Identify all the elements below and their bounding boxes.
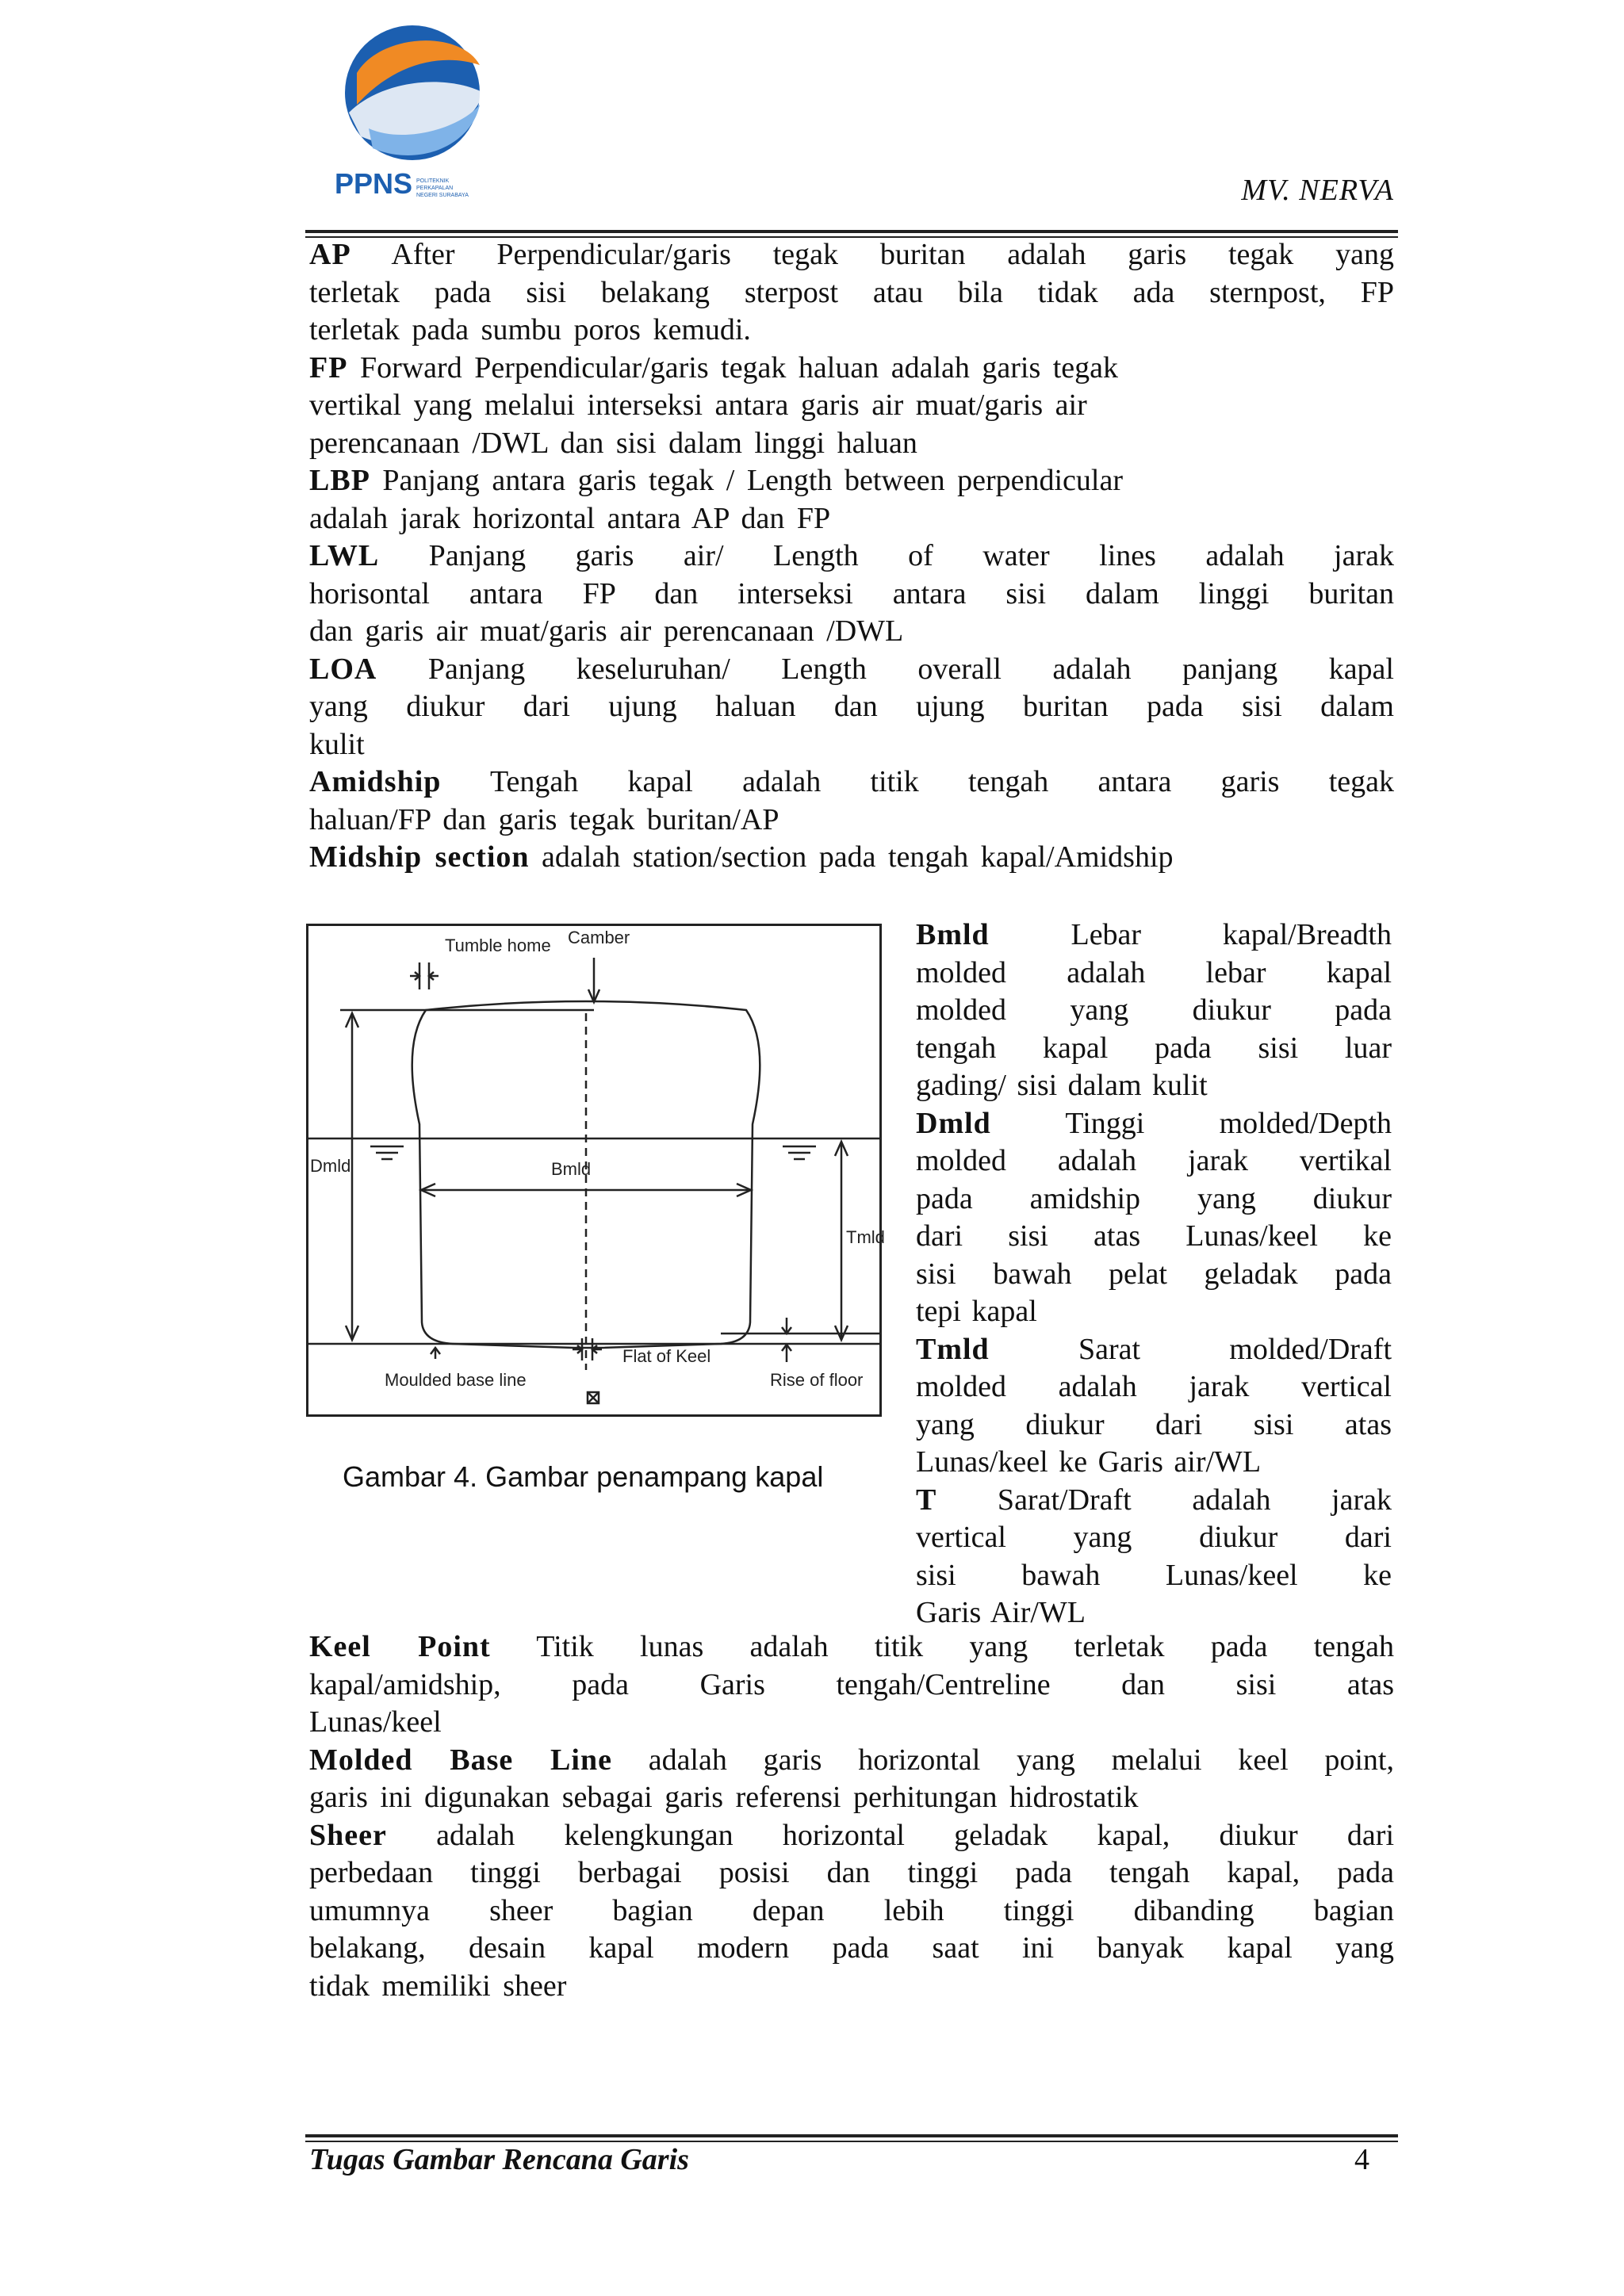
definition-text: molded adalah lebar kapal xyxy=(916,955,1392,989)
moulded-base-line-label: Moulded base line xyxy=(385,1370,527,1390)
definition-text: dari sisi atas Lunas/keel ke xyxy=(916,1219,1392,1253)
logo-text: PPNS xyxy=(335,167,413,200)
definition-sheer xyxy=(309,1817,1394,2006)
definition-text: yang diukur dari sisi atas xyxy=(916,1407,1392,1441)
definition-text: tepi kapal xyxy=(916,1295,1037,1328)
definition-text: Lebar kapal/Breadth xyxy=(989,918,1392,951)
term: Dmld xyxy=(916,1106,991,1140)
definition-text: vertical yang diukur dari xyxy=(916,1521,1392,1554)
tmld-label: Tmld xyxy=(846,1227,885,1247)
definitions-bottom xyxy=(309,1628,1394,2005)
definition-text: molded adalah jarak vertikal xyxy=(916,1144,1392,1177)
definition-text: adalah garis horizontal yang melalui keel point, xyxy=(611,1743,1394,1777)
definition-text: adalah station/section pada tengah kapal/Amidship xyxy=(529,840,1174,874)
definition-text: Panjang garis air/ Length of water lines adalah jarak xyxy=(379,539,1394,572)
footer-rule xyxy=(305,2134,1398,2137)
term: LBP xyxy=(309,464,370,497)
definition-text: horisontal antara FP dan interseksi antara sisi dalam linggi buritan xyxy=(309,576,1394,610)
ppns-logo xyxy=(325,17,508,208)
definition-text: Panjang antara garis tegak / Length between perpendicular xyxy=(370,464,1123,497)
definition-text: Sarat/Draft adalah jarak xyxy=(936,1483,1392,1517)
camber-label: Camber xyxy=(568,928,630,947)
bmld-label: Bmld xyxy=(551,1159,592,1179)
definition-text: kapal/amidship, pada Garis tengah/Centreline dan sisi atas xyxy=(309,1667,1394,1701)
definition-text: pada amidship yang diukur xyxy=(916,1181,1392,1215)
definition-text: tengah kapal pada sisi luar xyxy=(916,1031,1392,1065)
definition-text: Tengah kapal adalah titik tengah antara garis tegak xyxy=(441,765,1394,798)
tumble-home-label: Tumble home xyxy=(445,936,551,955)
svg-text:PERKAPALAN: PERKAPALAN xyxy=(416,186,454,191)
definition-text: Garis Air/WL xyxy=(916,1596,1086,1629)
definition-text: vertikal yang melalui interseksi antara garis air muat/garis air xyxy=(309,388,1087,422)
term: T xyxy=(916,1483,937,1517)
definition-text: perencanaan /DWL dan sisi dalam linggi haluan xyxy=(309,426,917,460)
rise-of-floor-label: Rise of floor xyxy=(770,1370,864,1390)
definition-bmld xyxy=(916,916,1392,1105)
term: Molded Base Line xyxy=(309,1743,612,1777)
definition-text: After Perpendicular/garis tegak buritan adalah garis tegak yang xyxy=(350,238,1394,271)
definitions-side xyxy=(916,916,1392,1632)
definition-text: tidak memiliki sheer xyxy=(309,1969,567,2003)
definition-text: belakang, desain kapal modern pada saat ini banyak kapal yang xyxy=(309,1931,1394,1965)
definition-text: perbedaan tinggi berbagai posisi dan tinggi pada tengah kapal, pada xyxy=(309,1856,1394,1889)
definition-text: adalah jarak horizontal antara AP dan FP xyxy=(309,501,831,535)
ppns-logo-icon xyxy=(325,17,508,208)
term: Tmld xyxy=(916,1332,990,1366)
definition-text: molded yang diukur pada xyxy=(916,993,1392,1027)
midship-section-diagram xyxy=(308,926,885,1414)
svg-text:POLITEKNIK: POLITEKNIK xyxy=(416,178,450,184)
definition-amidship xyxy=(309,763,1394,839)
footer-title: Tugas Gambar Rencana Garis xyxy=(309,2143,689,2176)
definition-text: Lunas/keel ke Garis air/WL xyxy=(916,1445,1262,1479)
definition-text: haluan/FP dan garis tegak buritan/AP xyxy=(309,802,779,836)
definition-text: kulit xyxy=(309,727,365,761)
header-title: MV. NERVA xyxy=(1241,174,1394,207)
term: Amidship xyxy=(309,765,442,798)
definition-text: Tinggi molded/Depth xyxy=(990,1106,1392,1140)
definition-text: molded adalah jarak vertical xyxy=(916,1370,1392,1403)
definition-dmld xyxy=(916,1105,1392,1331)
definition-text: Panjang keseluruhan/ Length overall adalah panjang kapal xyxy=(377,652,1394,686)
definition-lwl xyxy=(309,538,1394,651)
page-number: 4 xyxy=(1354,2143,1369,2176)
term: LWL xyxy=(309,539,380,572)
definition-tmld xyxy=(916,1331,1392,1482)
term: Sheer xyxy=(309,1818,387,1852)
definition-text: gading/ sisi dalam kulit xyxy=(916,1069,1208,1102)
definition-text: Forward Perpendicular/garis tegak haluan adalah garis tegak xyxy=(347,350,1119,385)
definition-text: Sarat molded/Draft xyxy=(989,1332,1392,1366)
flat-of-keel-label: Flat of Keel xyxy=(622,1346,711,1366)
definition-text: sisi bawah Lunas/keel ke xyxy=(916,1558,1392,1592)
dmld-label: Dmld xyxy=(310,1156,351,1176)
svg-text:NEGERI SURABAYA: NEGERI SURABAYA xyxy=(416,193,469,198)
definition-keel-point xyxy=(309,1628,1394,1742)
definition-molded-base-line xyxy=(309,1742,1394,1817)
definition-lbp xyxy=(309,462,1394,538)
definition-text: Lunas/keel xyxy=(309,1705,442,1739)
definition-loa xyxy=(309,651,1394,764)
definition-ap xyxy=(309,236,1394,350)
term: FP xyxy=(309,350,348,385)
definition-text: umumnya sheer bagian depan lebih tinggi dibanding bagian xyxy=(309,1893,1394,1927)
definition-text: dan garis air muat/garis air perencanaan /DWL xyxy=(309,614,904,648)
midship-section-figure xyxy=(306,924,885,1417)
definition-midship-section xyxy=(309,839,1394,877)
term: AP xyxy=(309,238,351,271)
definitions-top xyxy=(309,236,1394,877)
definition-text: terletak pada sisi belakang sterpost atau bila tidak ada sternpost, FP xyxy=(309,275,1394,309)
definition-text: terletak pada sumbu poros kemudi. xyxy=(309,313,751,346)
definition-text: garis ini digunakan sebagai garis referensi perhitungan hidrostatik xyxy=(309,1781,1139,1814)
figure-caption: Gambar 4. Gambar penampang kapal xyxy=(343,1460,824,1493)
term: Keel Point xyxy=(309,1630,491,1663)
definition-text: sisi bawah pelat geladak pada xyxy=(916,1257,1392,1291)
definition-fp xyxy=(309,350,1394,463)
definition-text: Titik lunas adalah titik yang terletak pada tengah xyxy=(490,1630,1395,1663)
header-rule xyxy=(305,230,1398,233)
definition-text: yang diukur dari ujung haluan dan ujung buritan pada sisi dalam xyxy=(309,690,1394,723)
definition-text: adalah kelengkungan horizontal geladak kapal, diukur dari xyxy=(386,1818,1394,1852)
term: Midship section xyxy=(309,840,530,874)
definition-t xyxy=(916,1482,1392,1632)
term: LOA xyxy=(309,652,377,686)
term: Bmld xyxy=(916,918,990,951)
